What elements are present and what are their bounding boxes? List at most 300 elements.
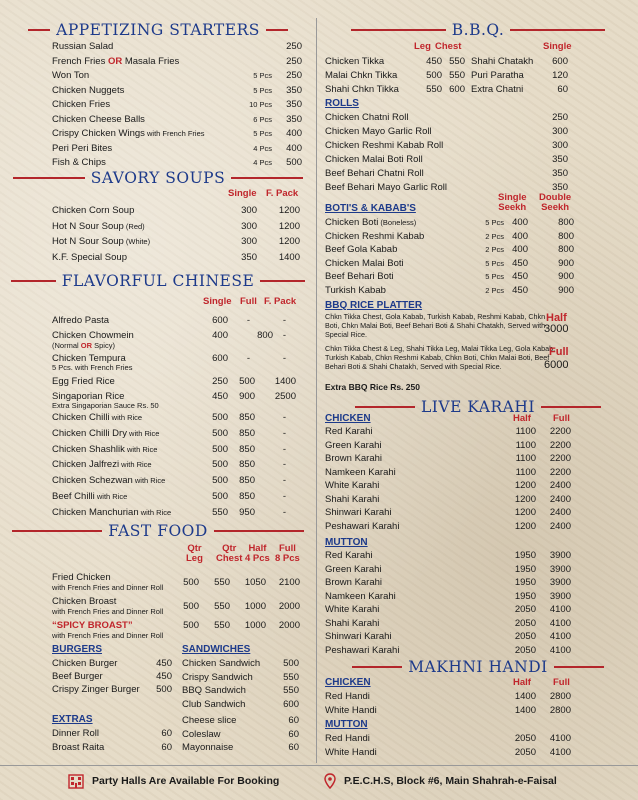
price-chest: 550 [449, 70, 465, 81]
item-name [325, 466, 396, 479]
extras-title: EXTRAS [52, 714, 93, 725]
item-name [325, 520, 399, 533]
soup-row [52, 204, 302, 217]
item-name [325, 630, 392, 643]
chinese-row [52, 506, 302, 519]
item-name [52, 474, 165, 487]
piece-count: 10 Pcs [249, 100, 272, 109]
piece-count: 5 Pcs [485, 218, 504, 227]
platter-full-price: 6000 [544, 359, 569, 371]
price-leg: 500 [426, 70, 442, 81]
item-name [325, 69, 397, 82]
item-name-text: Shahi Karahi [325, 493, 380, 505]
price-single: 400 [512, 217, 528, 228]
karahi-col-full: Full [553, 413, 570, 424]
item-note: with Rice [138, 507, 172, 517]
item-name-text: Chicken Malai Boti [325, 257, 404, 269]
chinese-row [52, 427, 302, 440]
item-name [325, 493, 379, 506]
col-label: Qtr [187, 543, 202, 554]
item-name-text: White Handi [325, 704, 377, 716]
header-line [351, 29, 446, 31]
item-name: Singaporian Rice [52, 391, 125, 402]
item-name [325, 270, 394, 283]
item-name [52, 251, 127, 264]
item-name-text: Crispy Sandwich [182, 671, 253, 683]
item-name-text: White Karahi [325, 480, 380, 491]
tikka-row [325, 55, 465, 68]
karahi-mutton-title: MUTTON [325, 537, 368, 548]
header-line [260, 280, 305, 282]
price-fpack: 1400 [278, 251, 300, 263]
rolls-title: ROLLS [325, 98, 359, 109]
price-full: 850 [239, 475, 255, 487]
chinese-row-eggrice [52, 375, 302, 388]
price-full: 3900 [549, 590, 571, 602]
col-label: Seekh [498, 202, 527, 213]
chinese-row-alfredo [52, 314, 302, 327]
soups-title: SAVORY SOUPS [90, 169, 226, 187]
starter-row [52, 55, 302, 68]
col-label: 4 Pcs [245, 553, 270, 564]
boti-col-double [539, 193, 571, 213]
item-name [182, 657, 260, 670]
price-fpack: - [282, 330, 286, 341]
price-half: 1400 [514, 691, 536, 702]
piece-count: 6 Pcs [253, 114, 272, 124]
price: 400 [286, 128, 302, 139]
price-fpack: - [282, 491, 286, 502]
item-name-text: Chicken Nuggets [52, 84, 125, 96]
item-name [182, 741, 233, 754]
sandwich-row [182, 671, 299, 684]
note-text: (Normal [52, 341, 81, 350]
price: 250 [552, 112, 568, 123]
price-full: 2400 [549, 480, 571, 491]
price: 600 [283, 698, 299, 710]
price: 450 [156, 658, 172, 669]
item-name-text: Beef Gola Kabab [325, 244, 398, 255]
party-halls-text: Party Halls Are Available For Booking [92, 775, 280, 787]
boti-col-single [498, 193, 527, 213]
price-half: 1400 [514, 704, 536, 716]
item-name [52, 657, 117, 670]
item-name: Egg Fried Rice [52, 376, 115, 387]
item-name-text: Beef Burger [52, 671, 103, 682]
item-name [52, 55, 179, 68]
item-note: (Red) [123, 221, 145, 231]
sandwiches-title: SANDWICHES [182, 644, 251, 655]
soup-row [52, 251, 302, 264]
karahi-row [325, 479, 571, 492]
price: 350 [552, 154, 568, 165]
price-half: 1200 [514, 493, 536, 505]
item-note: (Boneless) [378, 218, 417, 227]
item-name-text: Peshawari Karahi [325, 644, 400, 656]
price: 60 [288, 742, 299, 753]
price-full: 850 [239, 412, 255, 423]
item-name [325, 125, 432, 138]
item-name [325, 479, 379, 492]
item-name [325, 576, 382, 589]
price: 1000 [244, 601, 266, 612]
price-half: 1200 [514, 520, 536, 532]
price: 350 [286, 113, 302, 125]
item-name [471, 69, 524, 82]
header-line [510, 29, 605, 31]
boti-row [325, 257, 574, 270]
burger-row [52, 657, 172, 670]
karahi-row [325, 506, 571, 519]
roll-row [325, 139, 568, 152]
price: 500 [156, 684, 172, 695]
item-name-text: Dinner Roll [52, 728, 99, 739]
karahi-row [325, 452, 571, 465]
karahi-row [325, 644, 571, 657]
price: 350 [286, 84, 302, 96]
price-full: 950 [239, 506, 255, 518]
col-label: Single [498, 192, 527, 203]
karahi-title: LIVE KARAHI [421, 398, 535, 416]
price: 350 [286, 99, 302, 110]
price-single: 350 [241, 251, 257, 263]
price-fpack: 2500 [274, 391, 296, 402]
handi-row [325, 704, 571, 717]
item-name [325, 549, 373, 562]
karahi-row [325, 630, 571, 643]
price-full: 4100 [549, 617, 571, 629]
chowmein-note [52, 342, 115, 350]
item-name [52, 69, 89, 82]
item-name-text: Shahi Karahi [325, 617, 380, 629]
item-note: with Rice [109, 413, 143, 422]
address [324, 772, 557, 790]
starters-title: APPETIZING STARTERS [56, 21, 260, 39]
price: 450 [156, 671, 172, 682]
bbq-col-single: Single [543, 41, 572, 52]
karahi-row [325, 520, 571, 533]
price-fpack: - [282, 475, 286, 487]
platter-full-label: Full [549, 346, 569, 358]
item-name: Chicken Chowmein [52, 330, 134, 341]
roll-row [325, 181, 568, 194]
price-single: 450 [512, 257, 528, 269]
col-label: Chest [216, 553, 243, 564]
burgers-title: BURGERS [52, 644, 103, 655]
item-name-text: Chicken Tikka [325, 56, 385, 67]
karahi-row [325, 603, 571, 616]
handi-col-half: Half [513, 677, 531, 688]
item-name-text: Chicken Manchurian [52, 506, 139, 518]
item-note: with French Fries [144, 129, 205, 138]
starter-row [52, 142, 302, 155]
price-full: 2400 [549, 507, 571, 518]
chinese-header [0, 271, 316, 291]
price-single: 600 [212, 315, 228, 326]
item-note: with French Fries and Dinner Roll [52, 583, 164, 592]
price-double: 900 [558, 257, 574, 269]
price-half: 1950 [514, 577, 536, 588]
piece-count: 4 Pcs [253, 143, 272, 153]
fastfood-col-header [245, 544, 270, 564]
item-name-text: Fish & Chips [52, 157, 106, 168]
item-name-text: Green Karahi [325, 439, 382, 451]
item-name-text: Coleslaw [182, 728, 221, 740]
item-name-text: K.F. Special Soup [52, 251, 127, 263]
item-name-text: Chicken Reshmi Kabab [325, 230, 425, 242]
item-name-text: Chicken Burger [52, 658, 118, 669]
item-note: with French Fries and Dinner Roll [52, 631, 164, 640]
item-note: (White) [123, 237, 151, 246]
boti-title: BOTI'S & KABAB'S [325, 203, 416, 214]
price-leg: 450 [426, 56, 442, 67]
item-name [52, 142, 112, 155]
price-chest: 550 [449, 56, 465, 67]
item-name-text: Chicken Cheese Balls [52, 113, 145, 125]
piece-count: 5 Pcs [253, 85, 272, 95]
item-name-text: Crispy Chicken Wings [52, 128, 145, 139]
starter-row [52, 113, 302, 126]
item-name-text: Shinwari Karahi [325, 631, 392, 642]
soups-header [0, 168, 316, 188]
header-line [28, 29, 50, 31]
item-name [325, 243, 397, 256]
karahi-row [325, 549, 571, 562]
price-double: 800 [558, 217, 574, 228]
roll-row [325, 111, 568, 124]
header-line [13, 177, 85, 179]
price-half: 1100 [515, 466, 536, 478]
handi-row [325, 746, 571, 759]
price-double: 800 [558, 230, 574, 242]
item-name-text: Red Karahi [325, 426, 373, 437]
item-name-text: Chicken Chilli Dry [52, 427, 127, 439]
item-name-text: Namkeen Karahi [325, 590, 396, 602]
or-text: OR [80, 341, 93, 350]
item-name [325, 732, 370, 745]
item-note: with Rice [124, 444, 158, 454]
price-full: 800 [257, 330, 273, 341]
item-name [325, 153, 423, 166]
handi-col-full: Full [553, 677, 570, 688]
price-leg: 550 [426, 84, 442, 95]
price-full: - [246, 315, 250, 326]
price: 250 [286, 70, 302, 81]
boti-row [325, 270, 574, 283]
item-name [325, 55, 384, 68]
chinese-col-fpack: F. Pack [264, 296, 297, 307]
soups-col-fpack: F. Pack [266, 188, 299, 199]
item-name [325, 439, 382, 452]
price-fpack: 1200 [278, 205, 300, 216]
price-half: 2050 [514, 733, 536, 744]
item-name-text: Puri Paratha [471, 70, 524, 81]
item-name [52, 683, 140, 696]
price-half: 1100 [515, 439, 536, 451]
handi-mutton-title: MUTTON [325, 719, 368, 730]
sandwich-row [182, 684, 299, 697]
price-full: 4100 [549, 733, 571, 744]
soups-col-single: Single [228, 188, 257, 199]
price-single: 600 [212, 353, 228, 364]
item-name-text: Hot N Sour Soup [52, 236, 124, 247]
extra-row [52, 741, 172, 754]
price-single: 400 [512, 244, 528, 255]
price-fpack: - [282, 459, 286, 471]
item-name-text: Chicken Malai Boti Roll [325, 154, 423, 165]
item-name [52, 40, 113, 53]
item-name [325, 644, 399, 657]
singaporian-note: Extra Singaporian Sauce Rs. 50 [52, 401, 159, 410]
price-full: 850 [239, 427, 255, 439]
karahi-row [325, 617, 571, 630]
piece-count: 2 Pcs [485, 231, 504, 241]
price-single: 500 [212, 427, 228, 439]
item-note: with Rice [119, 460, 152, 470]
price: 300 [552, 126, 568, 137]
bbq-title: B.B.Q. [451, 21, 505, 39]
price-full: 3900 [549, 550, 571, 561]
item-name-text: Chicken Corn Soup [52, 205, 135, 216]
price: 120 [552, 70, 568, 81]
item-name-text: Broast Raita [52, 741, 105, 753]
item-name [325, 704, 377, 717]
price-single: 450 [212, 391, 228, 402]
or-text: OR [107, 55, 123, 67]
chinese-row [52, 411, 302, 424]
price: 60 [557, 84, 568, 95]
price: 60 [288, 728, 299, 740]
price-full: 4100 [549, 746, 571, 758]
item-name-text: Brown Karahi [325, 577, 383, 588]
item-name [325, 139, 443, 152]
handi-chicken-title: CHICKEN [325, 677, 371, 688]
item-name [52, 220, 145, 233]
chinese-col-single: Single [203, 296, 232, 307]
price-half: 1950 [514, 590, 536, 602]
price: 60 [161, 728, 172, 739]
price-full: 3900 [549, 563, 571, 575]
karahi-row [325, 590, 571, 603]
location-pin-icon [324, 773, 336, 789]
item-name-text: Chicken Chilli [52, 412, 110, 423]
item-name-text: Club Sandwich [182, 698, 246, 710]
col-label: 8 Pcs [275, 553, 300, 564]
item-name [52, 204, 134, 217]
karahi-row [325, 466, 571, 479]
price-fpack: 1400 [274, 376, 296, 387]
item-name [325, 690, 370, 703]
item-name [52, 127, 205, 140]
item-name [52, 741, 104, 754]
price-full: 900 [239, 391, 255, 402]
item-name [325, 563, 382, 576]
item-name [325, 284, 386, 297]
fastfood-col-header [186, 544, 203, 564]
price-single: 300 [241, 205, 257, 216]
header-line [541, 406, 601, 408]
item-name [325, 111, 408, 124]
item-name [325, 216, 416, 229]
item-name-text: Red Handi [325, 691, 370, 702]
address-text: P.E.C.H.S, Block #6, Main Shahrah-e-Faisal [344, 775, 557, 787]
price: 350 [552, 182, 568, 193]
item-name-text: White Karahi [325, 604, 380, 615]
price: 550 [283, 671, 299, 683]
handi-title: MAKHNI HANDI [408, 658, 548, 676]
price: 250 [286, 55, 302, 67]
price-full: 2200 [549, 466, 571, 478]
handi-row [325, 732, 571, 745]
price-half: 1950 [514, 550, 536, 561]
roll-row [325, 125, 568, 138]
starters-header [0, 20, 316, 40]
price: 500 [286, 157, 302, 168]
piece-count: 5 Pcs [485, 272, 504, 281]
item-name [52, 235, 150, 248]
col-label: Full [278, 543, 296, 554]
header-line [355, 406, 415, 408]
price-double: 800 [558, 244, 574, 255]
price: 2000 [278, 620, 300, 631]
item-name [182, 714, 236, 727]
chinese-row [52, 458, 302, 471]
item-name-text: Russian Salad [52, 41, 114, 52]
item-name-text: Won Ton [52, 70, 90, 81]
price-full: 850 [239, 443, 255, 455]
karahi-row [325, 576, 571, 589]
item-name [325, 603, 379, 616]
bbq-single-row [471, 55, 568, 68]
price: 500 [183, 620, 199, 631]
col-label: Half [248, 543, 267, 554]
handi-header [318, 657, 638, 677]
price: 550 [214, 620, 230, 631]
fastfood-col-header [216, 544, 242, 564]
item-name-text: Chicken Jalfrezi [52, 459, 120, 471]
chinese-row [52, 474, 302, 487]
sandwich-row [182, 657, 299, 670]
price-full: 850 [239, 491, 255, 502]
header-line [266, 29, 288, 31]
platter-half-desc: Chkn Tikka Chest, Gola Kabab, Turkish Kabab, Reshmi Kabab, Chkn Boti, Chkn Malai Boti, Beef Behari Boti & Shahi Chatakh, Served with Special Rice. [325, 312, 546, 339]
price-full: 2200 [549, 426, 571, 437]
item-name-text: Shahi Chkn Tikka [325, 84, 399, 95]
item-name-text: Chicken Shashlik [52, 443, 125, 455]
price-full: - [246, 353, 250, 364]
handi-row [325, 690, 571, 703]
price-fpack: - [282, 443, 286, 455]
item-name [182, 698, 245, 711]
item-name-text: Beef Chilli [52, 491, 95, 502]
item-note: with Rice [94, 492, 128, 501]
item-name-text: Chicken Schezwan [52, 475, 133, 487]
price-double: 900 [558, 271, 574, 282]
item-name-text: Beef Behari Boti [325, 271, 394, 282]
item-name [325, 590, 396, 603]
price-half: 2050 [514, 617, 536, 629]
price: 500 [183, 601, 199, 612]
price-half: 2050 [514, 644, 536, 656]
chinese-row [52, 490, 302, 503]
item-name: Chicken Broast [52, 596, 117, 607]
extra-row [182, 741, 299, 754]
item-name-text: Mayonnaise [182, 742, 234, 753]
item-name-text: Hot N Sour Soup [52, 220, 124, 232]
extra-row [182, 714, 299, 727]
item-name [52, 113, 145, 126]
price: 2100 [278, 577, 300, 588]
